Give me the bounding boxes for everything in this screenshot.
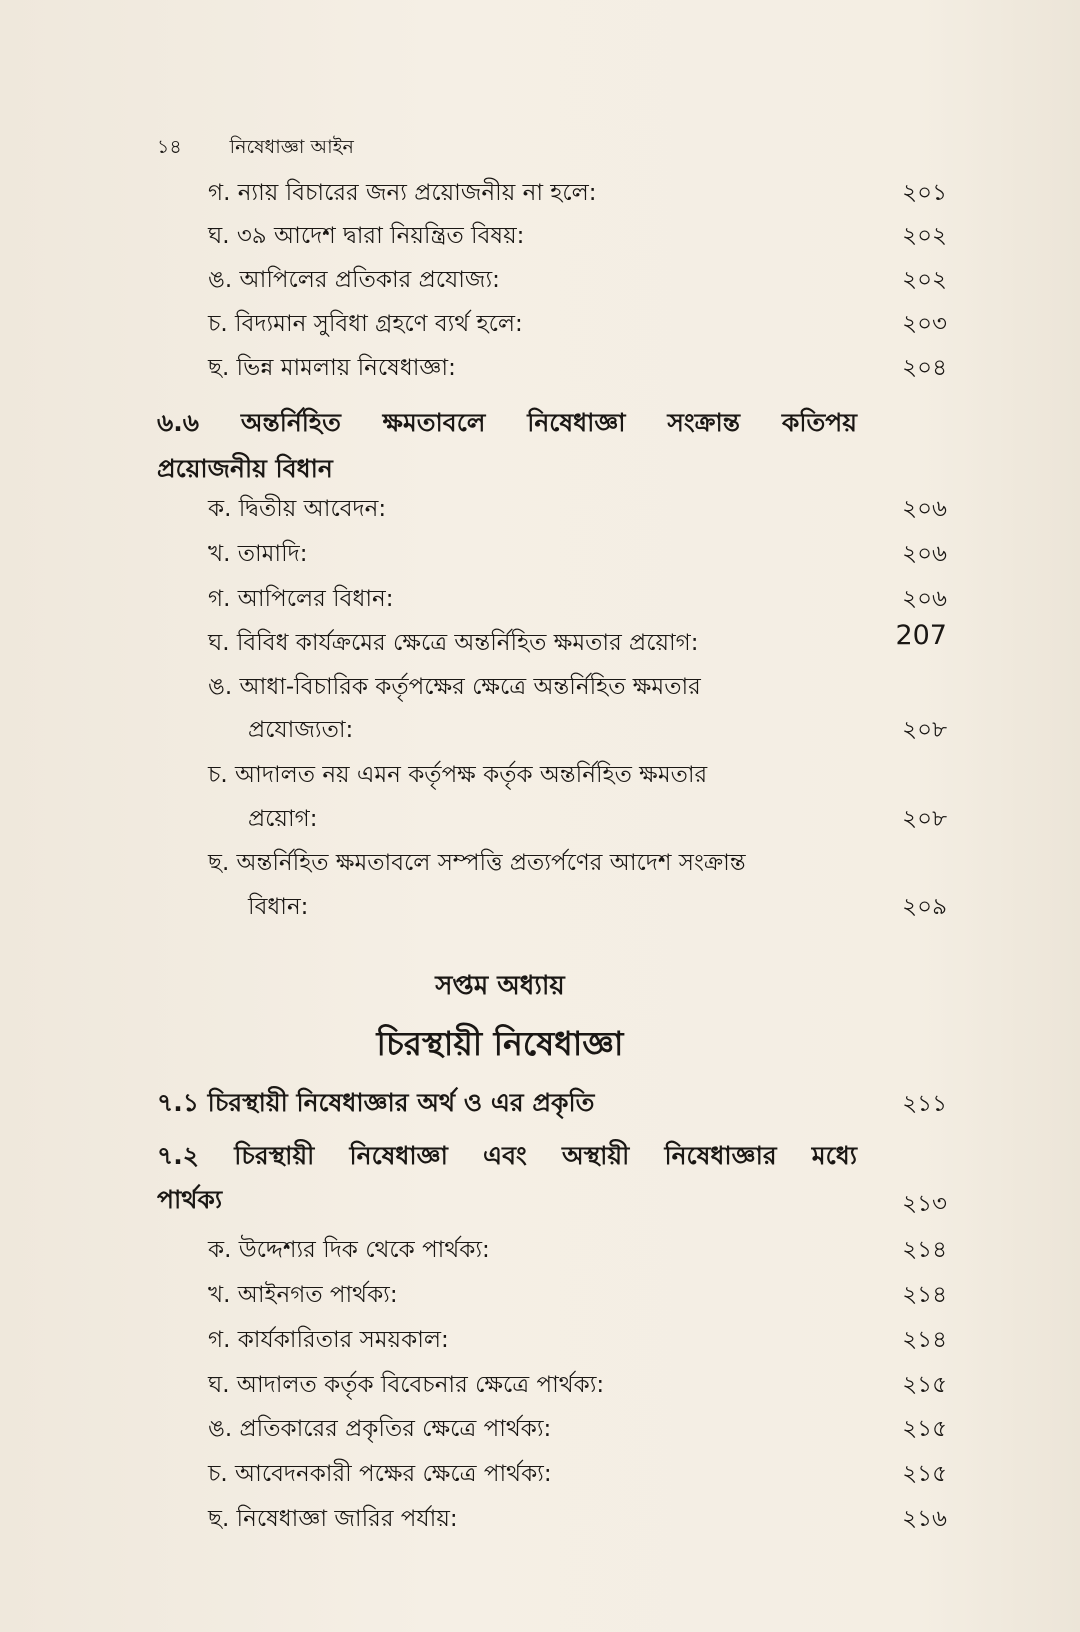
toc-page-number: ২১৩: [902, 1191, 947, 1217]
toc-entry: ঙ. আধা-বিচারিক কর্তৃপক্ষের ক্ষেত্রে অন্তর্নিহিত ক্ষমতার: [208, 674, 701, 700]
toc-page-number: ২০৬: [902, 496, 947, 522]
section-heading-6-6-line2: প্রয়োজনীয় বিধান: [157, 454, 333, 483]
toc-entry: গ. ন্যায় বিচারের জন্য প্রয়োজনীয় না হলে:: [208, 180, 597, 206]
heading-word: অন্তর্নিহিত: [240, 408, 341, 437]
toc-entry: ছ. নিষেধাজ্ঞা জারির পর্যায়:: [208, 1506, 458, 1532]
toc-page-number: ২১৪: [902, 1237, 947, 1263]
toc-page-number: ২১৬: [902, 1506, 947, 1532]
toc-entry: গ. আপিলের বিধান:: [208, 586, 394, 612]
page-number: ১৪: [157, 136, 182, 158]
toc-entry: চ. আবেদনকারী পক্ষের ক্ষেত্রে পার্থক্য:: [208, 1461, 552, 1487]
toc-entry: খ. তামাদি:: [208, 541, 308, 567]
heading-word: ৬.৬: [157, 408, 200, 437]
toc-page-number: ২০৬: [902, 586, 947, 612]
running-title: নিষেধাজ্ঞা আইন: [229, 136, 354, 158]
heading-word: কতিপয়: [781, 408, 857, 437]
toc-page-number: ২১১: [902, 1091, 947, 1117]
chapter-title: চিরস্থায়ী নিষেধাজ্ঞা: [376, 1024, 624, 1063]
heading-word: এবং: [483, 1141, 527, 1170]
section-heading-7-2-line2: পার্থক্য: [157, 1185, 223, 1214]
toc-page-number: ২০৬: [902, 541, 947, 567]
heading-word: অস্থায়ী: [561, 1141, 630, 1170]
heading-word: নিষেধাজ্ঞা: [527, 408, 626, 437]
toc-entry: ঘ. বিবিধ কার্যক্রমের ক্ষেত্রে অন্তর্নিহিত ক্ষমতার প্রয়োগ:: [208, 630, 699, 656]
toc-entry: ঙ. আপিলের প্রতিকার প্রযোজ্য:: [208, 267, 500, 293]
toc-page-number: ২০৪: [902, 355, 947, 381]
running-header: [157, 133, 354, 165]
toc-page-number: ২০১: [902, 180, 947, 206]
toc-entry: চ. আদালত নয় এমন কর্তৃপক্ষ কর্তৃক অন্তর্নিহিত ক্ষমতার: [208, 762, 708, 788]
toc-entry: ঙ. প্রতিকারের প্রকৃতির ক্ষেত্রে পার্থক্য:: [208, 1416, 552, 1442]
toc-entry: খ. আইনগত পার্থক্য:: [208, 1282, 398, 1308]
toc-page-number: ২০৯: [902, 894, 947, 920]
toc-page-number: ২০৮: [902, 717, 947, 743]
heading-word: নিষেধাজ্ঞা: [349, 1141, 448, 1170]
heading-word: সংক্রান্ত: [667, 408, 741, 437]
toc-entry: চ. বিদ্যমান সুবিধা গ্রহণে ব্যর্থ হলে:: [208, 311, 523, 337]
toc-page-number: ২১৪: [902, 1327, 947, 1353]
toc-page-number: ২০২: [902, 223, 947, 249]
toc-entry: গ. কার্যকারিতার সময়কাল:: [208, 1327, 449, 1353]
toc-entry-continuation: প্রয়োগ:: [248, 806, 318, 832]
heading-word: ৭.২: [157, 1141, 200, 1170]
toc-page-number: ২০৩: [902, 311, 947, 337]
section-heading-6-6: [157, 403, 857, 446]
toc-page-number: ২০৮: [902, 806, 947, 832]
toc-entry-continuation: বিধান:: [248, 894, 309, 920]
toc-entry: ঘ. ৩৯ আদেশ দ্বারা নিয়ন্ত্রিত বিষয়:: [208, 223, 525, 249]
heading-word: নিষেধাজ্ঞার: [664, 1141, 777, 1170]
heading-word: চিরস্থায়ী: [234, 1141, 315, 1170]
heading-word: মধ্যে: [811, 1141, 857, 1170]
toc-page-number: ২০২: [902, 267, 947, 293]
toc-page-number: ২১৫: [902, 1372, 947, 1398]
chapter-label: সপ্তম অধ্যায়: [435, 971, 565, 1001]
section-heading-7-1: ৭.১ চিরস্থায়ী নিষেধাজ্ঞার অর্থ ও এর প্রকৃতি: [157, 1088, 595, 1117]
toc-entry: ঘ. আদালত কর্তৃক বিবেচনার ক্ষেত্রে পার্থক্য:: [208, 1372, 605, 1398]
toc-entry: ছ. অন্তর্নিহিত ক্ষমতাবলে সম্পত্তি প্রত্যর্পণের আদেশ সংক্রান্ত: [208, 850, 746, 876]
toc-entry: ছ. ভিন্ন মামলায় নিষেধাজ্ঞা:: [208, 355, 456, 381]
toc-entry: ক. উদ্দেশ্যর দিক থেকে পার্থক্য:: [208, 1237, 490, 1263]
toc-entry: ক. দ্বিতীয় আবেদন:: [208, 496, 387, 522]
toc-entry-continuation: প্রযোজ্যতা:: [248, 717, 354, 743]
toc-page-number: 207: [895, 620, 947, 651]
toc-page-number: ২১৪: [902, 1282, 947, 1308]
heading-word: ক্ষমতাবলে: [382, 408, 486, 437]
toc-page-number: ২১৫: [902, 1416, 947, 1442]
toc-page-number: ২১৫: [902, 1461, 947, 1487]
section-heading-7-2: [157, 1136, 857, 1179]
